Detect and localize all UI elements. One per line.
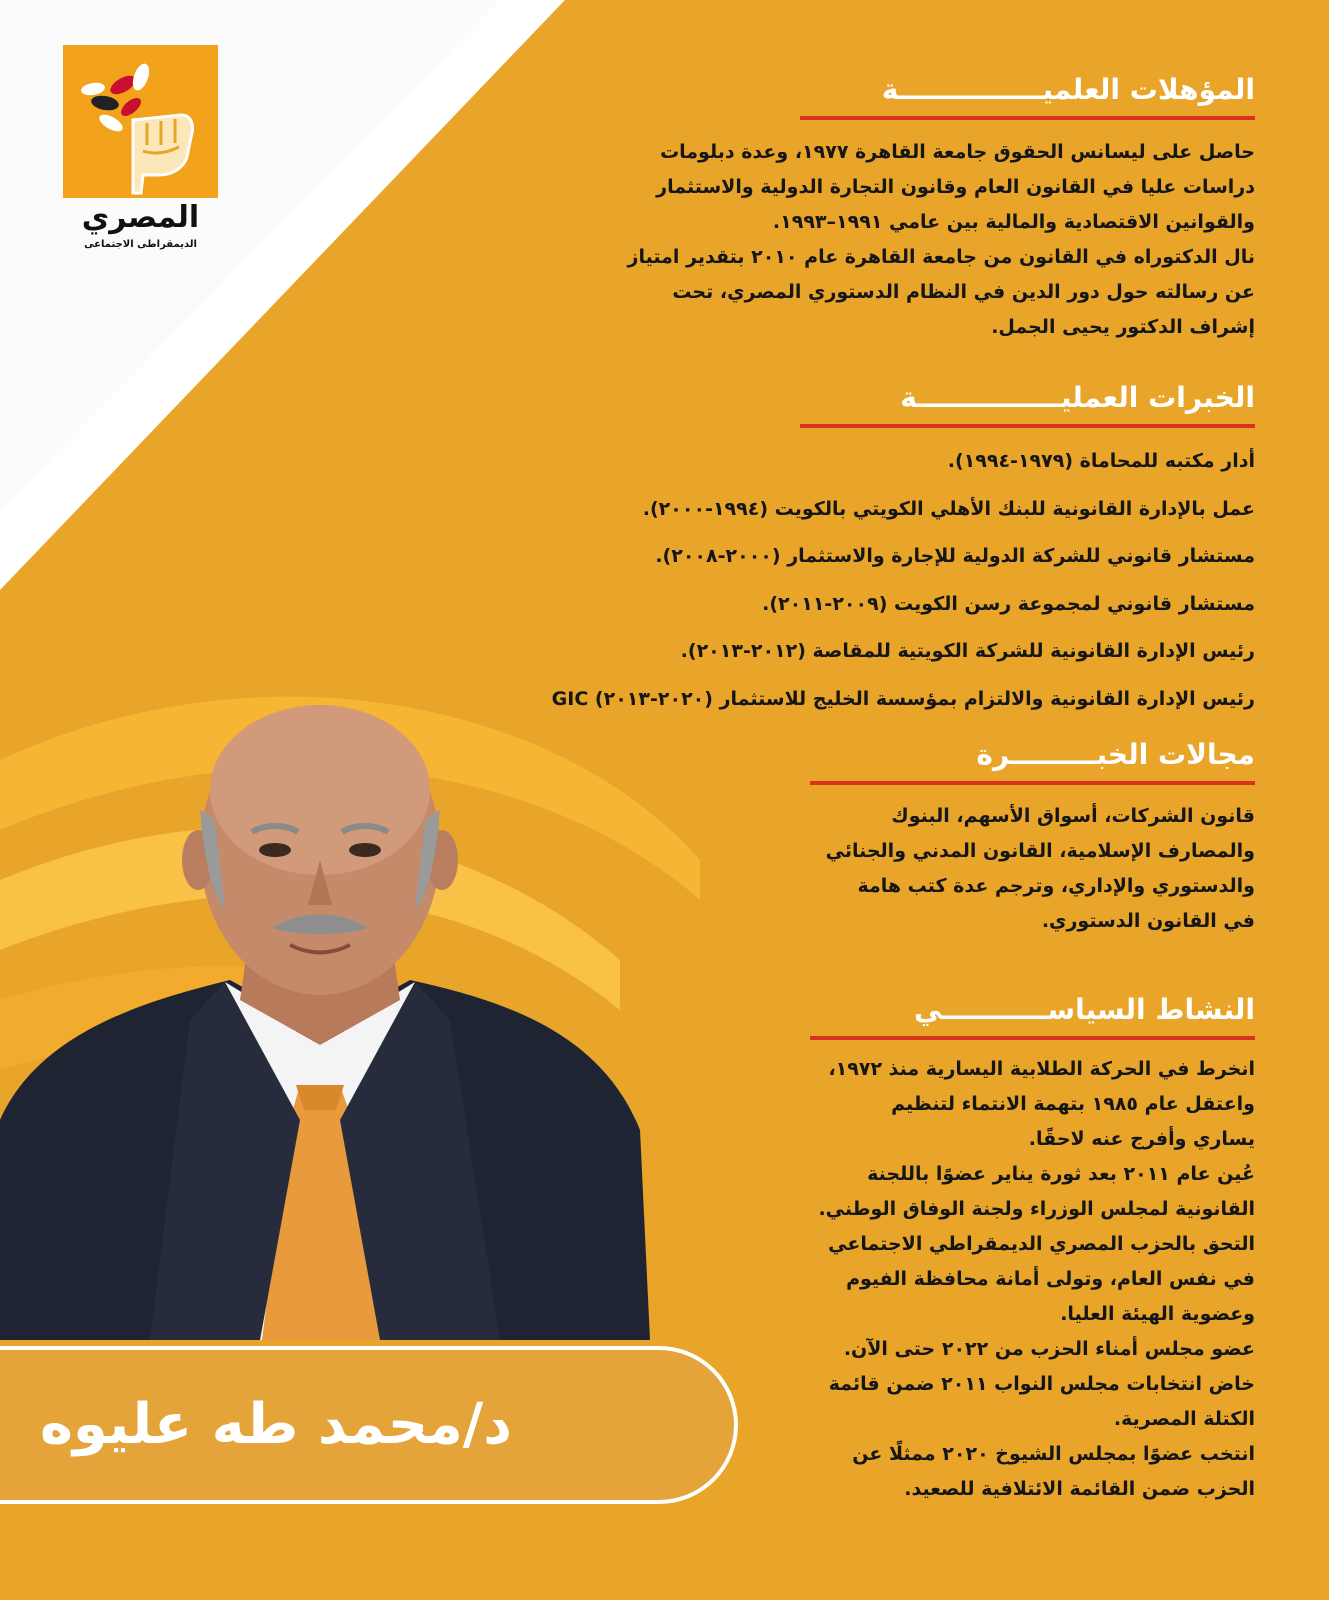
experience-item: رئيس الإدارة القانونية والالتزام بمؤسسة الخليج للاستثمار (٢٠٢٠-٢٠١٣) GIC bbox=[551, 687, 1255, 710]
section-divider bbox=[810, 781, 1255, 785]
political-line: عضو مجلس أمناء الحزب من ٢٠٢٢ حتى الآن. bbox=[843, 1338, 1255, 1360]
fields-line: والمصارف الإسلامية، القانون المدني والجنائي bbox=[825, 840, 1255, 862]
fields-line: قانون الشركات، أسواق الأسهم، البنوك bbox=[891, 805, 1255, 827]
political-title: النشاط السياســـــــــــي bbox=[913, 993, 1255, 1026]
political-line: التحق بالحزب المصري الديمقراطي الاجتماعي bbox=[828, 1233, 1255, 1255]
logo-emblem bbox=[63, 45, 218, 198]
qualification-line: نال الدكتوراه في القانون من جامعة القاهرة عام ٢٠١٠ بتقدير امتياز bbox=[627, 246, 1255, 268]
experience-item: مستشار قانوني للشركة الدولية للإجارة والاستثمار (٢٠٠٠-٢٠٠٨). bbox=[655, 545, 1255, 567]
section-divider bbox=[810, 1036, 1255, 1040]
experience-item: مستشار قانوني لمجموعة رسن الكويت (٢٠٠٩-٢٠١١). bbox=[762, 592, 1255, 615]
candidate-name: د/محمد طه عليوه bbox=[40, 1392, 512, 1457]
qualifications-title: المؤهلات العلميـــــــــــــــة bbox=[881, 73, 1255, 106]
political-line: خاض انتخابات مجلس النواب ٢٠١١ ضمن قائمة bbox=[828, 1373, 1255, 1395]
candidate-name-banner bbox=[0, 1346, 738, 1504]
political-line: القانونية لمجلس الوزراء ولجنة الوفاق الوطني. bbox=[818, 1198, 1255, 1220]
qualification-line: والقوانين الاقتصادية والمالية بين عامي ١٩٩١–١٩٩٣. bbox=[772, 211, 1255, 233]
political-line: انخرط في الحركة الطلابية اليسارية منذ ١٩٧٢، bbox=[828, 1058, 1255, 1080]
experience-item: رئيس الإدارة القانونية للشركة الكويتية للمقاصة (٢٠١٢-٢٠١٣). bbox=[680, 640, 1255, 662]
political-line: الكتلة المصرية. bbox=[1113, 1408, 1255, 1430]
candidate-portrait bbox=[0, 700, 650, 1340]
qualification-line: حاصل على ليسانس الحقوق جامعة القاهرة ١٩٧٧، وعدة دبلومات bbox=[660, 141, 1255, 163]
experience-title: الخبرات العمليـــــــــــــــة bbox=[900, 381, 1255, 414]
political-line: وعضوية الهيئة العليا. bbox=[1060, 1303, 1255, 1325]
section-divider bbox=[800, 424, 1255, 428]
section-divider bbox=[800, 116, 1255, 120]
experience-item: عمل بالإدارة القانونية للبنك الأهلي الكويتي بالكويت (١٩٩٤-٢٠٠٠). bbox=[642, 497, 1255, 520]
qualifications-section bbox=[420, 70, 1255, 345]
experience-section bbox=[420, 378, 1255, 723]
fields-line: والدستوري والإداري، وترجم عدة كتب هامة bbox=[857, 875, 1255, 897]
qualification-line: دراسات عليا في القانون العام وقانون التجارة الدولية والاستثمار bbox=[656, 176, 1255, 198]
political-line: واعتقل عام ١٩٨٥ بتهمة الانتماء لتنظيم bbox=[891, 1093, 1255, 1115]
fields-title: مجالات الخبـــــــــرة bbox=[976, 738, 1255, 771]
logo-subtitle: الديمقراطى الاجتماعى bbox=[84, 239, 197, 250]
political-line: في نفس العام، وتولى أمانة محافظة الفيوم bbox=[846, 1268, 1255, 1290]
political-line: انتخب عضوًا بمجلس الشيوخ ٢٠٢٠ ممثلًا عن bbox=[852, 1443, 1255, 1465]
experience-item: أدار مكتبه للمحاماة (١٩٧٩-١٩٩٤). bbox=[947, 450, 1255, 472]
political-line: يساري وأفرج عنه لاحقًا. bbox=[1028, 1128, 1255, 1150]
party-logo bbox=[63, 45, 218, 265]
qualification-line: إشراف الدكتور يحيى الجمل. bbox=[991, 316, 1255, 338]
qualification-line: عن رسالته حول دور الدين في النظام الدستوري المصري، تحت bbox=[672, 281, 1255, 303]
political-line: الحزب ضمن القائمة الائتلافية للصعيد. bbox=[904, 1478, 1255, 1500]
fist-with-flower-icon bbox=[63, 45, 218, 198]
political-line: عُين عام ٢٠١١ بعد ثورة يناير عضوًا باللجنة bbox=[867, 1163, 1255, 1185]
logo-name: المصري bbox=[81, 200, 200, 235]
fields-line: في القانون الدستوري. bbox=[1041, 910, 1255, 932]
